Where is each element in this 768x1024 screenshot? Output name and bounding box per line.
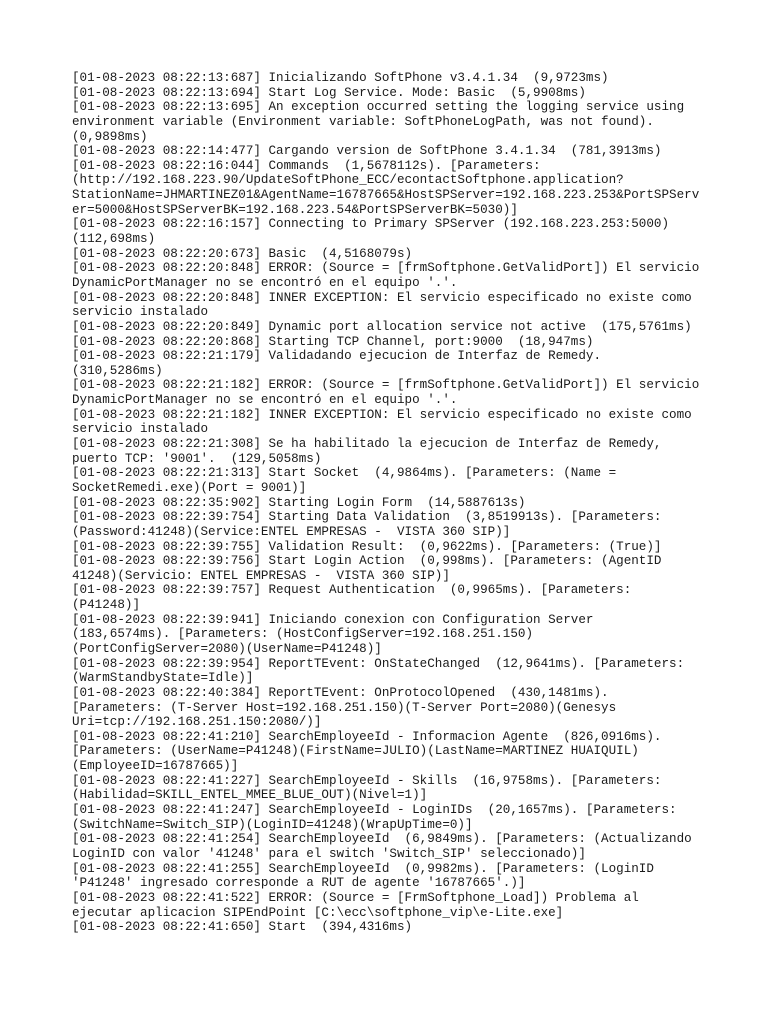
log-line: (P41248)]	[72, 598, 141, 613]
log-line: [01-08-2023 08:22:13:687] Inicializando SoftPhone v3.4.1.34 (9,9723ms)	[72, 71, 609, 85]
log-line: [01-08-2023 08:22:21:182] INNER EXCEPTION: El servicio especificado no existe como	[72, 407, 692, 422]
log-line: (112,698ms)	[72, 232, 156, 247]
log-line: [01-08-2023 08:22:39:954] ReportTEvent: OnStateChanged (12,9641ms). [Parameters:	[72, 656, 685, 671]
log-line: [01-08-2023 08:22:35:902] Starting Login Form (14,5887613s)	[72, 495, 526, 510]
log-line: (PortConfigServer=2080)(UserName=P41248)]	[72, 641, 382, 656]
log-line: [01-08-2023 08:22:14:477] Cargando version de SoftPhone 3.4.1.34 (781,3913ms)	[72, 144, 662, 159]
log-line: servicio instalado	[72, 305, 209, 320]
log-line: SocketRemedi.exe)(Port = 9001)]	[72, 480, 307, 495]
log-line: [01-08-2023 08:22:16:044] Commands (1,5678112s). [Parameters:	[72, 158, 541, 173]
log-line: [01-08-2023 08:22:41:650] Start (394,4316ms)	[72, 920, 413, 935]
log-line: [Parameters: (T-Server Host=192.168.251.150)(T-Server Port=2080)(Genesys	[72, 700, 617, 715]
log-line: LoginID con valor '41248' para el switch 'Switch_SIP' seleccionado)]	[72, 846, 586, 861]
log-line: (Habilidad=SKILL_ENTEL_MMEE_BLUE_OUT)(Nivel=1)]	[72, 788, 428, 803]
log-line: [01-08-2023 08:22:39:757] Request Authentication (0,9965ms). [Parameters:	[72, 583, 632, 598]
log-line: [Parameters: (UserName=P41248)(FirstName=JULIO)(LastName=MARTINEZ HUAIQUIL)	[72, 744, 639, 759]
log-line: [01-08-2023 08:22:20:848] ERROR: (Source = [frmSoftphone.GetValidPort]) El servicio	[72, 261, 700, 276]
log-line: (EmployeeID=16787665)]	[72, 759, 239, 774]
log-line: [01-08-2023 08:22:16:157] Connecting to Primary SPServer (192.168.223.253:5000)	[72, 217, 670, 232]
log-line: [01-08-2023 08:22:20:673] Basic (4,5168079s)	[72, 246, 413, 261]
log-line: Uri=tcp://192.168.251.150:2080/)]	[72, 715, 322, 730]
log-line: [01-08-2023 08:22:40:384] ReportTEvent: OnProtocolOpened (430,1481ms).	[72, 685, 609, 700]
log-line: [01-08-2023 08:22:41:522] ERROR: (Source = [FrmSoftphone_Load]) Problema al	[72, 890, 639, 905]
log-line: (WarmStandbyState=Idle)]	[72, 671, 254, 686]
log-line: [01-08-2023 08:22:41:210] SearchEmployeeId - Informacion Agente (826,0916ms).	[72, 729, 662, 744]
log-line: [01-08-2023 08:22:20:868] Starting TCP Channel, port:9000 (18,947ms)	[72, 334, 594, 349]
log-line: DynamicPortManager no se encontró en el equipo '.'.	[72, 275, 458, 290]
log-line: [01-08-2023 08:22:39:754] Starting Data Validation (3,8519913s). [Parameters:	[72, 510, 662, 525]
log-line: puerto TCP: '9001'. (129,5058ms)	[72, 451, 322, 466]
log-line: [01-08-2023 08:22:39:941] Iniciando conexion con Configuration Server	[72, 612, 594, 627]
log-line: (0,9898ms)	[72, 129, 148, 144]
log-line: [01-08-2023 08:22:21:308] Se ha habilitado la ejecucion de Interfaz de Remedy,	[72, 437, 662, 452]
log-line: (SwitchName=Switch_SIP)(LoginID=41248)(WrapUpTime=0)]	[72, 817, 473, 832]
log-line: [01-08-2023 08:22:13:694] Start Log Service. Mode: Basic (5,9908ms)	[72, 85, 586, 100]
log-line: environment variable (Environment variable: SoftPhoneLogPath, was not found).	[72, 114, 654, 129]
log-line: servicio instalado	[72, 422, 209, 437]
log-line: [01-08-2023 08:22:41:254] SearchEmployeeId (6,9849ms). [Parameters: (Actualizando	[72, 832, 692, 847]
log-text-block	[72, 71, 712, 935]
log-line: (http://192.168.223.90/UpdateSoftPhone_ECC/econtactSoftphone.application?	[72, 173, 624, 188]
log-line: (183,6574ms). [Parameters: (HostConfigServer=192.168.251.150)	[72, 627, 534, 642]
log-line: [01-08-2023 08:22:20:848] INNER EXCEPTION: El servicio especificado no existe como	[72, 290, 692, 305]
log-line: [01-08-2023 08:22:41:227] SearchEmployeeId - Skills (16,9758ms). [Parameters:	[72, 773, 662, 788]
log-line: [01-08-2023 08:22:13:695] An exception occurred setting the logging service using	[72, 100, 685, 115]
log-line: [01-08-2023 08:22:21:313] Start Socket (4,9864ms). [Parameters: (Name =	[72, 466, 617, 481]
log-line: [01-08-2023 08:22:39:756] Start Login Action (0,998ms). [Parameters: (AgentID	[72, 554, 662, 569]
log-line: 'P41248' ingresado corresponde a RUT de agente '16787665'.)]	[72, 876, 526, 891]
log-line: [01-08-2023 08:22:21:182] ERROR: (Source = [frmSoftphone.GetValidPort]) El servicio	[72, 378, 700, 393]
log-line: [01-08-2023 08:22:39:755] Validation Result: (0,9622ms). [Parameters: (True)]	[72, 539, 662, 554]
log-line: [01-08-2023 08:22:41:255] SearchEmployeeId (0,9982ms). [Parameters: (LoginID	[72, 861, 654, 876]
log-line: (Password:41248)(Service:ENTEL EMPRESAS - VISTA 360 SIP)]	[72, 524, 511, 539]
log-line: [01-08-2023 08:22:41:247] SearchEmployeeId - LoginIDs (20,1657ms). [Parameters:	[72, 803, 677, 818]
log-line: (310,5286ms)	[72, 363, 163, 378]
log-line: DynamicPortManager no se encontró en el equipo '.'.	[72, 393, 458, 408]
log-line: 41248)(Servicio: ENTEL EMPRESAS - VISTA 360 SIP)]	[72, 568, 450, 583]
log-line: [01-08-2023 08:22:20:849] Dynamic port allocation service not active (175,5761ms)	[72, 319, 692, 334]
log-line: ejecutar aplicacion SIPEndPoint [C:\ecc\softphone_vip\e-Lite.exe]	[72, 905, 564, 920]
log-line: StationName=JHMARTINEZ01&AgentName=16787665&HostSPServer=192.168.223.253&PortSPServ	[72, 188, 700, 203]
log-line: er=5000&HostSPServerBK=192.168.223.54&PortSPServerBK=5030)]	[72, 202, 518, 217]
log-line: [01-08-2023 08:22:21:179] Validadando ejecucion de Interfaz de Remedy.	[72, 349, 602, 364]
